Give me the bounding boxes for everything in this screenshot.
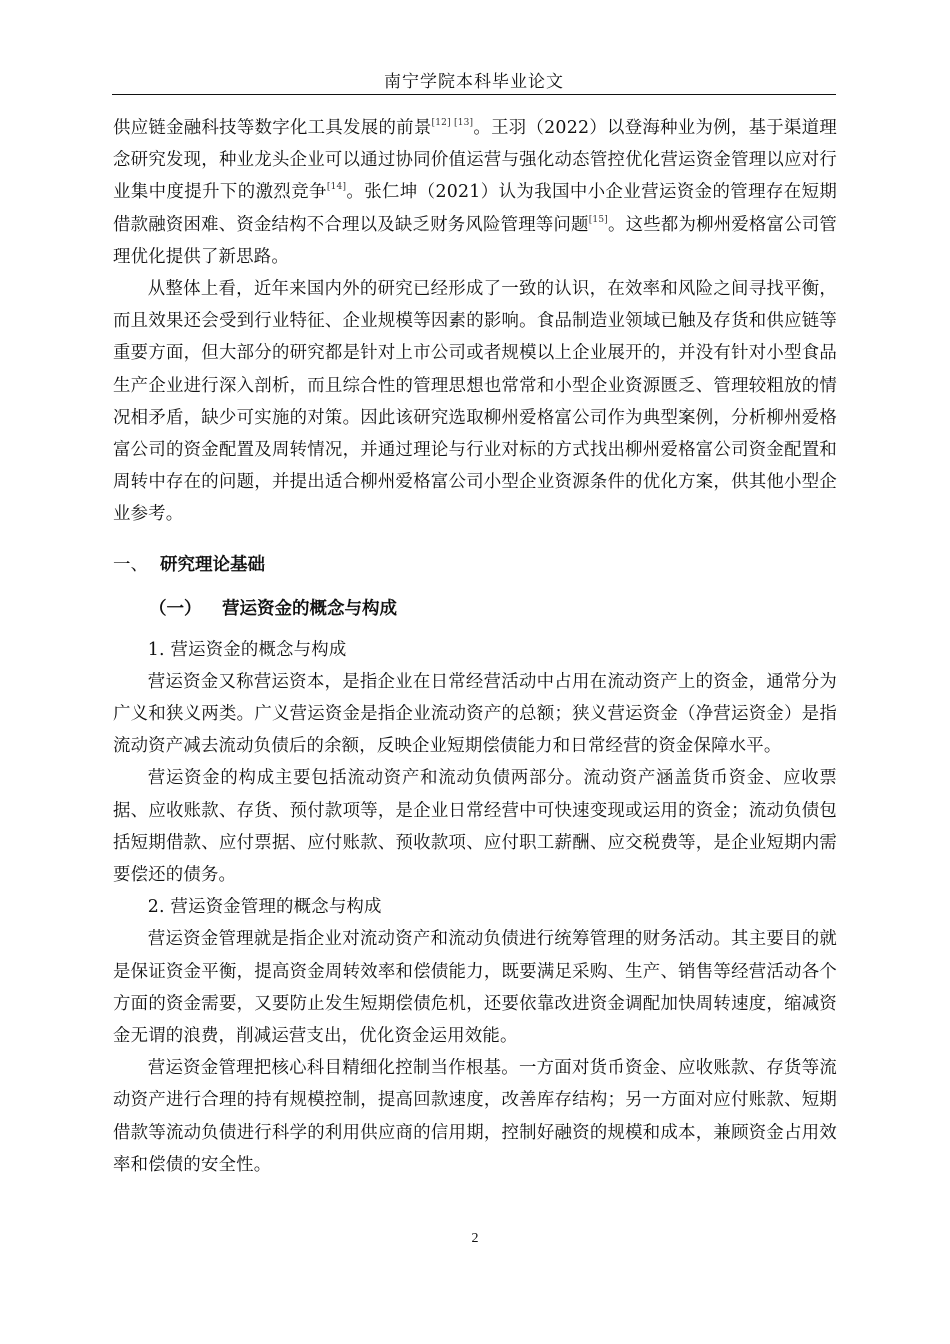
spacer (113, 581, 837, 593)
spacer (113, 531, 837, 549)
subheading-management: 2. 营运资金管理的概念与构成 (147, 897, 382, 918)
citation: [14] (326, 182, 347, 193)
paragraph-management-control: 营运资金管理把核心科目精细化控制当作根基。一方面对货币资金、应收账款、存货等流动资产进行合理的持有规模控制，提高回款速度，改善库存结构；另一方面对应付账款、短期借款等流动负债进行科学的利用供应商的信用期，控制好融资的规模和成本，兼顾资金占用效率和偿债的安全性。 (113, 1058, 837, 1175)
section-number: 一、 (113, 554, 148, 575)
subheading-concept: 1. 营运资金的概念与构成 (147, 639, 347, 660)
section-title: 研究理论基础 (160, 554, 265, 575)
page-number: 2 (471, 1231, 479, 1246)
text-run: 。张仁坤（2021）认为我国中小企业营运资金的管理存在短期借款融资困难、资金结构不合理以及缺乏财务风险管理等问题 (113, 182, 838, 235)
header-rule (112, 94, 836, 95)
subsection-title: 营运资金的概念与构成 (222, 598, 397, 619)
subsection-number: （一） (149, 598, 202, 619)
section-heading (113, 549, 837, 581)
text-run: 供应链金融科技等数字化工具发展的前景 (113, 118, 432, 138)
paragraph-concept-composition: 营运资金的构成主要包括流动资产和流动负债两部分。流动资产涵盖货币资金、应收票据、应收账款、存货、预付款项等，是企业日常经营中可快速变现或运用的资金；流动负债包括短期借款、应付票据、应付账款、预收款项、应付职工薪酬、应交税费等，是企业短期内需要偿还的债务。 (113, 768, 837, 886)
body-text (113, 112, 837, 1181)
running-header-title: 南宁学院本科毕业论文 (384, 72, 564, 92)
paragraph-summary: 从整体上看，近年来国内外的研究已经形成了一致的认识，在效率和风险之间寻找平衡，而且效果还会受到行业特征、企业规模等因素的影响。食品制造业领域已触及存货和供应链等重要方面，但大部分的研究都是针对上市公司或者规模以上企业展开的，并没有针对小型食品生产企业进行深入剖析，而且综合性的管理思想也常常和小型企业资源匮乏、管理较粗放的情况相矛盾，缺少可实施的对策。因此该研究选取柳州爱格富公司作为典型案例，分析柳州爱格富公司的资金配置及周转情况，并通过理论与行业对标的方式找出柳州爱格富公司资金配置和周转中存在的问题，并提出适合柳州爱格富公司小型企业资源条件的优化方案，供其他小型企业参考。 (113, 279, 837, 525)
text-run: 。王羽（2022）以登海种业为例，基于渠道理念研究发现，种业龙头企业可以通过协同价值运营与强化动态管控优化营运资金管理以应对行业集中度提升下的激烈竞争 (113, 118, 837, 203)
paragraph-concept-definition: 营运资金又称营运资本，是指企业在日常经营活动中占用在流动资产上的资金，通常分为广义和狭义两类。广义营运资金是指企业流动资产的总额；狭义营运资金（净营运资金）是指流动资产减去流动负债后的余额，反映企业短期偿债能力和日常经营的资金保障水平。 (113, 671, 837, 757)
paragraph-literature-review (113, 112, 837, 273)
spacer (113, 625, 837, 634)
citation: [12] [13] (431, 118, 474, 128)
citation: [15] (588, 214, 608, 225)
text-run: 。这些都为柳州爱格富公司管理优化提供了新思路。 (113, 214, 837, 267)
paragraph-management-definition: 营运资金管理就是指企业对流动资产和流动负债进行统筹管理的财务活动。其主要目的就是保证资金平衡，提高资金周转效率和偿债能力，既要满足采购、生产、销售等经营活动各个方面的资金需要，又要防止发生短期偿债危机，还要依靠改进资金调配加快周转速度，缩减资金无谓的浪费，削减运营支出，优化资金运用效能。 (113, 929, 837, 1047)
subsection-heading (113, 593, 837, 625)
